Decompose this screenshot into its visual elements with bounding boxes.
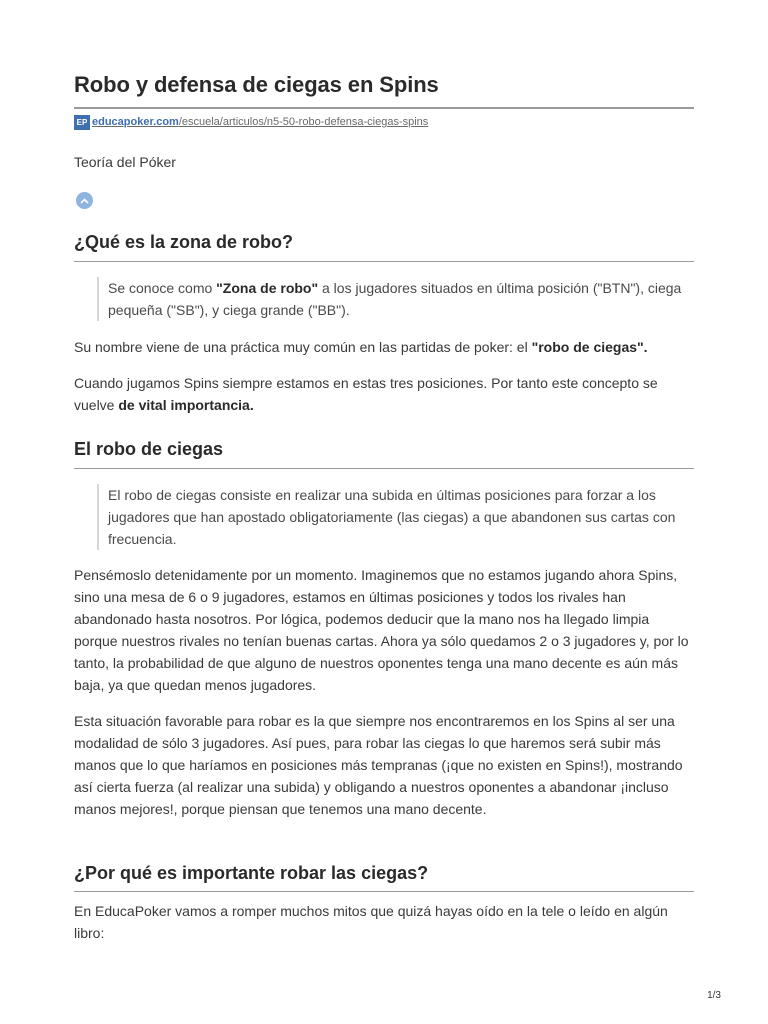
section-divider <box>74 891 694 892</box>
category-label: Teoría del Póker <box>74 154 176 170</box>
chevron-up-icon[interactable] <box>76 192 93 209</box>
paragraph <box>74 336 694 358</box>
paragraph: Esta situación favorable para robar es la que siempre nos encontraremos en los Spins al ser una modalidad de sólo 3 jugadores. Así pues, para robar las ciegas lo que haremos será subir más manos que lo que haríamos en posiciones más tempranas (¡que no existen en Spins!), mostrando así cierta fuerza (al realizar una subida) y obligando a nuestros oponentes a abandonar ¡incluso manos mejores!, porque piensan que tenemos una mano decente. <box>74 713 683 817</box>
section-heading-zona-de-robo: ¿Qué es la zona de robo? <box>74 232 294 252</box>
paragraph-text: Su nombre viene de una práctica muy común en las partidas de poker: el <box>74 339 532 355</box>
source-path[interactable]: /escuela/articulos/n5-50-robo-defensa-ciegas-spins <box>178 116 429 128</box>
section-heading-por-que-robar: ¿Por qué es importante robar las ciegas? <box>74 863 429 883</box>
quote-bold: "Zona de robo" <box>216 280 319 296</box>
paragraph-bold: "robo de ciegas". <box>531 339 648 355</box>
site-logo-icon: EP <box>74 115 90 130</box>
section-heading-robo-de-ciegas: El robo de ciegas <box>74 439 224 459</box>
quote-text: Se conoce como <box>108 280 217 296</box>
page-number: 1/3 <box>707 990 721 1001</box>
source-line <box>74 114 428 130</box>
source-domain[interactable]: educapoker.com <box>92 116 179 128</box>
blockquote-zona-de-robo <box>97 277 698 321</box>
title-divider <box>74 107 694 109</box>
section-divider <box>74 261 694 262</box>
source-link[interactable] <box>92 116 428 128</box>
blockquote-robo-de-ciegas: El robo de ciegas consiste en realizar una subida en últimas posiciones para forzar a los jugadores que han apostado obligatoriamente (las ciegas) a que abandonen sus cartas con frecuencia. <box>97 484 698 550</box>
paragraph: Pensémoslo detenidamente por un momento. Imaginemos que no estamos jugando ahora Spins, sino una mesa de 6 o 9 jugadores, estamos en últimas posiciones y todos los rivales han abandonado hasta nosotros. Por lógica, podemos deducir que la mano nos ha llegado limpia porque nuestros rivales no tenían buenas cartas. Ahora ya sólo quedamos 2 o 3 jugadores y, por lo tanto, la probabilidad de que alguno de nuestros oponentes tenga una mano decente es aún más baja, ya que quedan menos jugadores. <box>74 567 689 693</box>
page-title: Robo y defensa de ciegas en Spins <box>74 72 439 97</box>
paragraph-bold: de vital importancia. <box>118 397 254 413</box>
paragraph-text: Cuando jugamos Spins siempre estamos en estas tres posiciones. Por tanto este concepto se vuelve <box>74 375 658 413</box>
paragraph: En EducaPoker vamos a romper muchos mitos que quizá hayas oído en la tele o leído en algún libro: <box>74 903 668 941</box>
chevron-up-glyph <box>80 198 89 204</box>
section-divider <box>74 468 694 469</box>
quote-text: a los jugadores situados en última posición ("BTN"), ciega pequeña ("SB"), y ciega grande ("BB"). <box>108 280 682 318</box>
paragraph <box>74 372 694 416</box>
